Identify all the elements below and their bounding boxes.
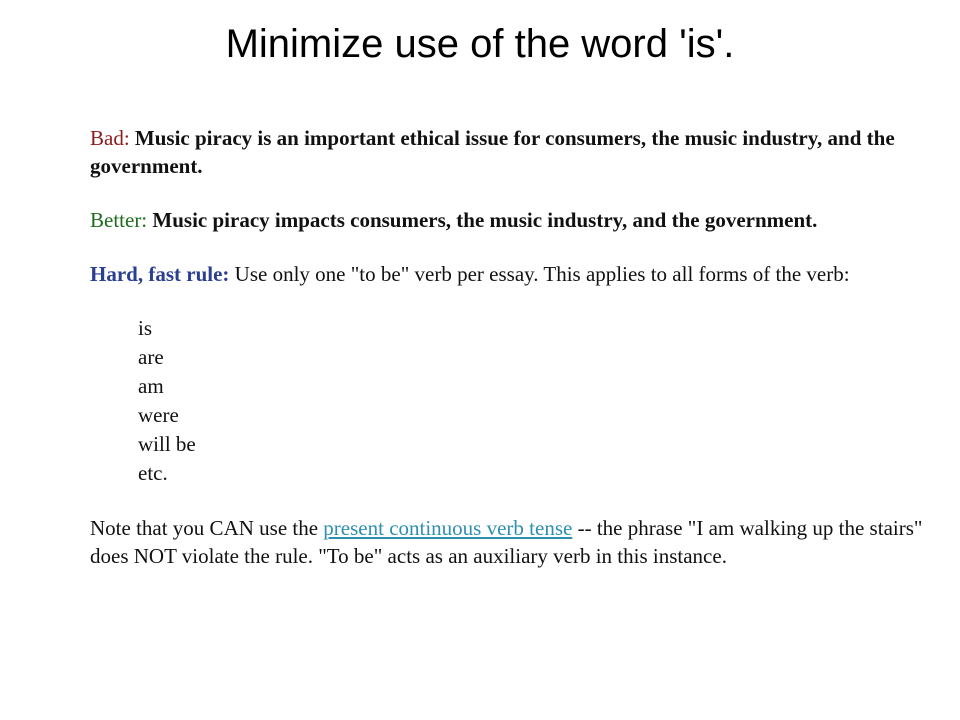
bad-example: [90, 124, 930, 180]
bad-label: Bad:: [90, 126, 130, 150]
note-paragraph: [90, 514, 930, 570]
verb-item: will be: [138, 432, 196, 456]
slide-title: Minimize use of the word 'is'.: [225, 22, 735, 66]
rule-label: Hard, fast rule:: [90, 262, 230, 286]
bad-text: Music piracy is an important ethical issue for consumers, the music industry, and the government.: [90, 126, 895, 178]
rule-paragraph: [90, 260, 930, 288]
verb-list: [138, 314, 930, 488]
verb-item: etc.: [138, 461, 168, 485]
note-after: -- the phrase "I am walking up the stairs" does NOT violate the rule. "To be" acts as an auxiliary verb in this instance.: [90, 516, 923, 568]
verb-item: are: [138, 345, 164, 369]
present-continuous-link[interactable]: present continuous verb tense: [323, 516, 573, 540]
rule-text: Use only one "to be" verb per essay. This applies to all forms of the verb:: [234, 262, 850, 286]
verb-item: is: [138, 316, 153, 340]
slide-body: [90, 124, 930, 596]
better-text: Music piracy impacts consumers, the music industry, and the government.: [152, 208, 818, 232]
better-example: [90, 206, 930, 234]
better-label: Better:: [90, 208, 148, 232]
verb-item: were: [138, 403, 179, 427]
note-before: Note that you CAN use the: [90, 516, 324, 540]
verb-item: am: [138, 374, 164, 398]
